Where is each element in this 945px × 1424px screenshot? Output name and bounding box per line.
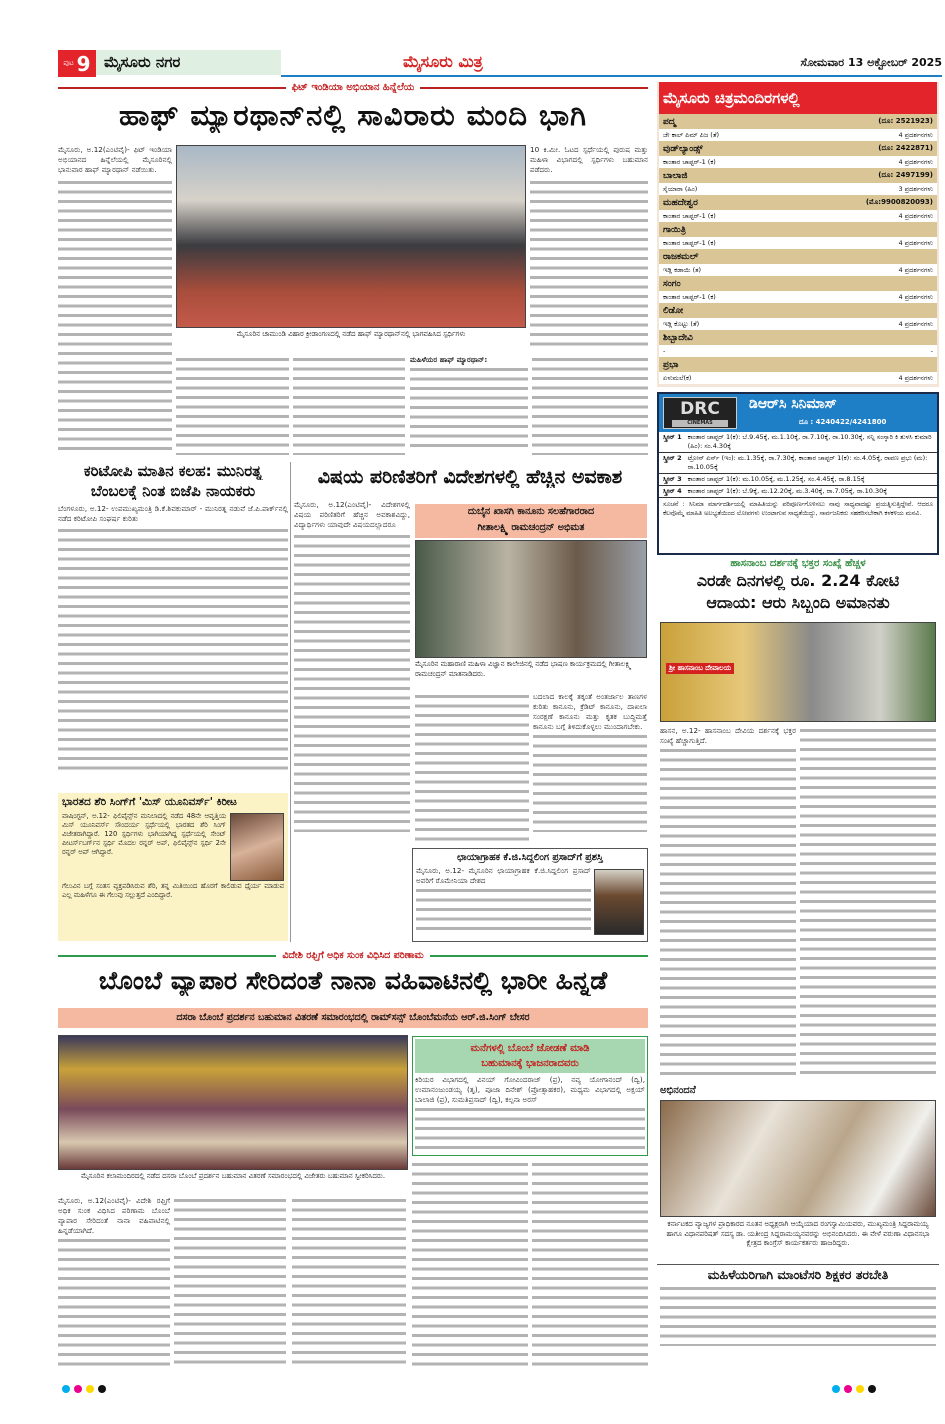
show-count: 3 ಪ್ರದರ್ಶನಗಳು: [898, 184, 933, 193]
lead-body-col5: [532, 355, 648, 455]
photographer-body: [416, 866, 591, 936]
marathon-photo: [176, 145, 526, 328]
toys-body-text: ಮೈಸೂರು, ಅ.12(ಎಂಟಿವೈ)- ವಿದೇಶಿ ರಫ್ತಿಗೆ ಅಧಿಕ ಸುಂಕ ವಿಧಿಸಿದ ಪರಿಣಾಮ ಬೊಂಬೆ ವ್ಯಾಪಾರ ಸೇರಿದಂತೆ ನಾನಾ ವಹಿವಾಟಿನಲ್ಲಿ ಹಿನ್ನಡೆಯಾಗಿದೆ.: [58, 1196, 170, 1235]
cinema-film-row: [659, 156, 937, 168]
lead-kicker-text: ಫಿಟ್ ಇಂಡಿಯಾ ಅಭಿಯಾನ ಹಿನ್ನೆಲೆಯ: [291, 82, 415, 93]
column-divider: [290, 462, 291, 942]
vishaya-body2-text: ಬದಲಾದ ಕಾಲಕ್ಕೆ ತಕ್ಕಂತೆ ಅಂತರ್ಜಾಲ ತಾಣಗಳ ಕುರಿತು ಕಾನೂನು, ಕ್ರೆಡಿಟ್ ಕಾನೂನು, ದಾಖಲಾ ಸಂರಕ್ಷಣೆ ಕಾನೂನು ಮತ್ತು ಕೃತಕ ಬುದ್ಧಿಮತ್ತೆ ಕಾನೂನು ಬಗ್ಗೆ ತಿಳಿದುಕೊಳ್ಳಲು ಮುಂದಾಗಬೇಕು.: [533, 692, 647, 731]
drc-screen-row: [659, 474, 937, 486]
miss-universe-headline: ಭಾರತದ ಶೆರಿ ಸಿಂಗ್‌ಗೆ 'ಮಿಸ್ ಯೂನಿವರ್ಸ್' ಕಿರೀಟ: [62, 796, 237, 808]
toys-kicker-text: ವಿದೇಶಿ ರಫ್ತಿಗೆ ಅಧಿಕ ಸುಂಕ ವಿಧಿಸಿದ ಪರಿಣಾಮ: [282, 950, 424, 961]
vishaya-body-col3: [533, 692, 647, 845]
hasanamba-body-col2: [800, 726, 936, 1078]
toys-body-col3: [292, 1196, 406, 1366]
page-number: 9: [76, 51, 91, 76]
toys-caption: ಮೈಸೂರಿನ ಕಲಾಮಂದಿರದಲ್ಲಿ ನಡೆದ ದಸರಾ ಬೊಂಬೆ ಪ್ರದರ್ಶನ ಬಹುಮಾನ ವಿತರಣೆ ಸಮಾರಂಭದಲ್ಲಿ ವಿಜೇತರು ಬಹುಮಾನ ಸ್ವೀಕರಿಸಿದರು.: [80, 1172, 386, 1180]
cinema-name: ಶಿಬ್ಬಾದೇವಿ: [663, 332, 693, 343]
marathon-caption: ಮೈಸೂರಿನ ಚಾಮುಂಡಿ ವಿಹಾರ ಕ್ರೀಡಾಂಗಣದಲ್ಲಿ ನಡೆದ ಹಾಫ್ ಮ್ಯಾರಥಾನ್‌ನಲ್ಲಿ ಭಾಗವಹಿಸಿದ ಸ್ಪರ್ಧಿಗಳು: [236, 330, 466, 338]
cinema-name-row: [659, 330, 937, 345]
registration-marks-left: [60, 1378, 108, 1397]
montessori-headline: ಮಹಿಳೆಯರಿಗಾಗಿ ಮಾಂಟೆಸರಿ ಶಿಕ್ಷಕರ ತರಬೇತಿ: [657, 1264, 939, 1283]
film-title: ಇಡ್ಲಿ ಕೊಟ್ಟು (ತೆ): [663, 319, 700, 328]
cinema-name: ಮಹದೇಶ್ವರ: [663, 197, 698, 208]
cinema-film-row: [659, 237, 937, 249]
film-title: ಕಾಂತಾರ ಚಾಪ್ಟರ್-1 (ಕ): [663, 238, 716, 247]
film-title: ಕಾಂತಾರ ಚಾಪ್ಟರ್-1 (ಕ): [663, 157, 716, 166]
film-title: ಏಳುಮಲೆ(ಕ): [663, 373, 692, 382]
show-count: 4 ಪ್ರದರ್ಶನಗಳು: [898, 373, 933, 382]
toys-winners-title: [415, 1039, 645, 1073]
film-title: ಕಾಂತಾರ ಚಾಪ್ಟರ್-1 (ಕ): [663, 211, 716, 220]
screen-label: ಸ್ಕ್ರೀನ್ 4: [663, 487, 682, 495]
masthead: ಮೈಸೂರು ಮಿತ್ರ: [403, 52, 483, 71]
drc-logo-text: DRC: [680, 399, 720, 419]
toys-headline: ಬೊಂಬೆ ವ್ಯಾಪಾರ ಸೇರಿದಂತೆ ನಾನಾ ವಹಿವಾಟಿನಲ್ಲಿ ಭಾರೀ ಹಿನ್ನಡೆ: [98, 966, 608, 995]
lead-body-col1: [58, 145, 172, 457]
karitopi-headline-2: ಬೆಂಬಲಕ್ಕೆ ನಿಂತ ಬಿಜೆಪಿ ನಾಯಕರು: [90, 482, 256, 500]
drc-title: ಡಿಆರ್‌ಸಿ ಸಿನಿಮಾಸ್: [749, 396, 837, 412]
cinema-phone: (ದೂ: 2521923): [878, 117, 933, 125]
toys-body-col4: [412, 1160, 528, 1366]
page-label: ಪುಟ: [63, 59, 74, 67]
toys-subhead: ದಸರಾ ಬೊಂಬೆ ಪ್ರದರ್ಶನ ಬಹುಮಾನ ವಿತರಣೆ ಸಮಾರಂಭದಲ್ಲಿ ರಾಮ್‌ಸನ್ಸ್ ಬೊಂಬೆಮನೆಯ ಆರ್.ಜಿ.ಸಿಂಗ್ ಬೇಸರ: [58, 1008, 648, 1028]
photographer-box: [412, 848, 648, 942]
vishaya-body-col1: [294, 500, 410, 845]
cinema-name: ವುಡ್‌ಲ್ಯಾಂಡ್ಸ್: [663, 143, 703, 154]
toys-body-col2: [174, 1196, 286, 1366]
lead-kicker: [58, 82, 648, 93]
drc-screen-row: [659, 453, 937, 474]
drc-screen-row: [659, 432, 937, 453]
lead-body-col3: [293, 355, 405, 455]
cinema-film-row: [659, 264, 937, 276]
cinema-phone: (ಮೊ:9900820093): [865, 198, 933, 206]
photographer-headline: ಛಾಯಾಗ್ರಾಹಕ ಕೆ.ಜಿ.ಸಿದ್ದಲಿಂಗ ಪ್ರಸಾದ್‌ಗೆ ಪ್ರಶಸ್ತಿ: [457, 852, 603, 863]
vishaya-subhead-2: ಗೀತಾಲಕ್ಷ್ಮಿ ರಾಮಚಂದ್ರನ್ ಅಭಿಮತ: [477, 522, 585, 533]
lead-body-text: ಮೈಸೂರು, ಅ.12(ಎಂಟಿವೈ)- ಫಿಟ್ ಇಂಡಿಯಾ ಅಭಿಯಾನದ ಹಿನ್ನೆಲೆಯಲ್ಲಿ ಮೈಸೂರಿನಲ್ಲಿ ಭಾನುವಾರ ಹಾಫ್ ಮ್ಯಾರಥಾನ್ ನಡೆಯಿತು.: [58, 145, 172, 174]
cinema-name-row: [659, 249, 937, 264]
section-title: ಮೈಸೂರು ನಗರ: [96, 50, 281, 75]
lead-subhead: ಮಹಿಳೆಯರ ಹಾಫ್ ಮ್ಯಾರಥಾನ್:: [410, 355, 488, 364]
cinema-film-row: [659, 129, 937, 141]
cinema-name: ರಾಜಕಮಲ್: [663, 251, 699, 262]
cinema-listing: [657, 82, 939, 387]
toys-body-col5: [532, 1160, 648, 1366]
show-count: 4 ಪ್ರದರ್ಶನಗಳು: [898, 265, 933, 274]
screen-label: ಸ್ಕ್ರೀನ್ 2: [663, 454, 682, 462]
lead-body-col2: [176, 355, 289, 455]
cinema-name-row: [659, 357, 937, 372]
cinema-name: ಸಂಗಂ: [663, 278, 681, 289]
cinema-film-row: [659, 210, 937, 222]
toys-winners-text: ಕಿರಿಯರ ವಿಭಾಗದಲ್ಲಿ ವಿನಯ್ ಗೋವಿಂದರಾಜ್ (ಪ್ರ), ನವ್ಯ ಯೋಗಾನಂದ್ (ದ್ವಿ), ಉಮಾನಂಜುಂಡಯ್ಯ (ತೃ), ಪೂಜಾ ದಿನೇಶ್ (ಪ್ರೋತ್ಸಾಹಕರ), ಮಧ್ಯಮ ವಿಭಾಗದಲ್ಲಿ ಅಕ್ಷಯ್ ಬಾಲಾಜಿ (ಪ್ರ), ಸುಮತಿಪ್ರಸಾದ್ (ದ್ವಿ), ಕಲ್ಪನಾ ಅರಸ್: [415, 1075, 645, 1104]
drc-header: [659, 394, 937, 432]
hasanamba-kicker: ಹಾಸನಾಂಬ ದರ್ಶನಕ್ಕೆ ಭಕ್ತರ ಸಂಖ್ಯೆ ಹೆಚ್ಚಳ: [730, 558, 866, 569]
film-title: ಇಡ್ಲಿ ಕಡಾಯಿ (ತ): [663, 265, 702, 274]
toys-body-col1: [58, 1196, 170, 1366]
toys-kicker: [58, 950, 648, 961]
toys-winners-title-1: ಮನೆಗಳಲ್ಲಿ ಬೊಂಬೆ ಜೋಡಣೆ ಮಾಡಿ: [470, 1043, 590, 1054]
drc-phone: ದೂ : 4240422/4241800: [799, 418, 887, 426]
drc-schedule: [659, 432, 937, 498]
vishaya-headline: ವಿಷಯ ಪರಿಣಿತರಿಗೆ ವಿದೇಶಗಳಲ್ಲಿ ಹೆಚ್ಚಿನ ಅವಕಾಶ: [317, 466, 623, 488]
drc-logo-sub: CINEMAS: [672, 420, 728, 427]
film-title: ಸೈಯಾರಾ (ಹಿಂ): [663, 184, 698, 193]
vishaya-subhead-1: ದುಬೈನ ಖಾಸಗಿ ಕಾನೂನು ಸಲಹೆಗಾರರಾದ: [467, 506, 595, 517]
cinema-name-row: [659, 141, 937, 156]
hasanamba-headline-1: ಎರಡೇ ದಿನಗಳಲ್ಲಿ ರೂ. 2.24 ಕೋಟಿ: [696, 571, 900, 590]
photographer-body-text: ಮೈಸೂರು, ಅ.12- ಮೈಸೂರಿನ ಛಾಯಾಗ್ರಾಹಕ ಕೆ.ಜಿ.ಸಿದ್ದಲಿಂಗ ಪ್ರಸಾದ್ ಅವರಿಗೆ ರೊಮೇನಿಯಾ ದೇಶದ: [416, 866, 591, 885]
show-count: 4 ಪ್ರದರ್ಶನಗಳು: [898, 292, 933, 301]
screen-schedule: ಕಾಂತಾರ ಚಾಪ್ಟರ್ 1(ಕ): ಮ.10.05ಕ್ಕೆ, ಮ.1.25ಕ್ಕೆ, ಸಂ.4.45ಕ್ಕೆ, ರಾ.8.15ಕ್ಕೆ: [687, 475, 865, 483]
temple-sign: ಶ್ರೀ ಹಾಸನಾಂಬ ದೇವಾಲಯ: [666, 663, 734, 674]
vishaya-caption: ಮೈಸೂರಿನ ಮಹಾರಾಣಿ ಮಹಿಳಾ ವಿಜ್ಞಾನ ಕಾಲೇಜಿನಲ್ಲಿ ನಡೆದ ಭಾಷಣ ಕಾರ್ಯಕ್ರಮದಲ್ಲಿ ಗೀತಾಲಕ್ಷ್ಮಿ ರಾಮಚಂದ್ರನ್ ಮಾತನಾಡಿದರು.: [415, 660, 632, 678]
toys-winners-body: [415, 1075, 645, 1155]
screen-label: ಸ್ಕ್ರೀನ್ 1: [663, 433, 682, 441]
cinema-phone: (ದೂ: 2422871): [878, 144, 933, 152]
show-count: 4 ಪ್ರದರ್ಶನಗಳು: [898, 157, 933, 166]
toys-award-photo: [58, 1035, 408, 1170]
cinema-film-row: [659, 291, 937, 303]
hasanamba-body-col1: [660, 726, 796, 1078]
show-count: -: [930, 347, 933, 355]
screen-schedule: ಟ್ರೋನ್ ಏರ್ಸ್ (ಇಂ): ಮ.1.35ಕ್ಕೆ, ರಾ.7.30ಕ್ಕೆ, ಕಾಂತಾರ ಚಾಪ್ಟರ್ 1(ಕ): ಸಂ.4.05ಕ್ಕೆ, ರಾವಣ ಪ್ರಭು (ಮ): ರಾ.10.05ಕ್ಕೆ: [687, 454, 928, 471]
photographer-portrait: [594, 869, 644, 935]
registration-marks-right: [830, 1378, 878, 1397]
vishaya-body-col2: [415, 692, 529, 845]
karitopi-headline-1: ಕರಿಟೋಪಿ ಮಾತಿನ ಕಲಹ: ಮುನಿರತ್ನ: [83, 462, 263, 480]
cinema-name: ಲಿಡೋ: [663, 305, 684, 316]
hasanamba-headline-2: ಆದಾಯ: ಆರು ಸಿಬ್ಬಂದಿ ಅಮಾನತು: [706, 593, 890, 612]
lead-body2-text: 10 ಕಿ.ಮೀ. ಓಟದ ಸ್ಪರ್ಧೆಯಲ್ಲಿ ಪುರುಷ ಮತ್ತು ಮಹಿಳಾ ವಿಭಾಗದಲ್ಲಿ ಸ್ಪರ್ಧಿಗಳು ಬಹುಮಾನ ಪಡೆದರು.: [530, 145, 648, 174]
miss-universe-body: ವಾಷಿಂಗ್ಟನ್, ಅ.12- ಫಿಲಿಪೈನ್ಸ್‌ನ ಮನಿಲಾದಲ್ಲಿ ನಡೆದ 48ನೇ ಆವೃತ್ತಿಯ ಮಿಸ್ ಯೂನಿವರ್ಸ್ ಸೌಂದರ್ಯ ಸ್ಪರ್ಧೆಯಲ್ಲಿ ಭಾರತದ ಶೆರಿ ಸಿಂಗ್ ವಿಜೇತರಾಗಿದ್ದಾರೆ. 120 ಸ್ಪರ್ಧಿಗಳು ಭಾಗಿಯಾಗಿದ್ದ ಸ್ಪರ್ಧೆಯಲ್ಲಿ ಸೇಂಟ್ ಪೀಟರ್ಸ್‌ಬರ್ಗ್‌ನ ಸ್ಪರ್ಧಿ ಮೊದಲ ರನ್ನರ್ ಅಪ್, ಫಿಲಿಪೈನ್ಸ್‌ನ ಸ್ಪರ್ಧಿ 2ನೇ ರನ್ನರ್ ಅಪ್ ಆಗಿದ್ದಾರೆ.: [62, 812, 226, 856]
cinema-name: ಪದ್ಮ: [663, 116, 676, 127]
cinema-name-row: [659, 222, 937, 237]
screen-schedule: ಕಾಂತಾರ ಚಾಪ್ಟರ್ 1(ಕ): ಬೆ.9.45ಕ್ಕೆ, ಮ.1.10ಕ್ಕೆ, ರಾ.7.10ಕ್ಕೆ, ರಾ.10.30ಕ್ಕೆ, ಸನ್ನಿ ಸಂಸ್ಕಾರಿ ಕಿ ತುಳಸಿ ಕುಮಾರಿ (ಹಿಂ): ಸಂ.4.30ಕ್ಕೆ: [687, 433, 932, 450]
page-number-box: [58, 50, 96, 77]
hasanamba-body-text: ಹಾಸನ, ಅ.12- ಹಾಸನಾಂಬ ದೇವಿಯ ದರ್ಶನಕ್ಕೆ ಭಕ್ತರ ಸಂಖ್ಯೆ ಹೆಚ್ಚಾಗುತ್ತಿದೆ.: [660, 726, 796, 745]
karitopi-body-text: ಬೆಂಗಳೂರು, ಅ.12- ಉಪಮುಖ್ಯಮಂತ್ರಿ ಡಿ.ಕೆ.ಶಿವಕುಮಾರ್ - ಮುನಿರತ್ನ ನಡುವೆ ಜೆ.ಪಿ.ಪಾರ್ಕ್‌ನಲ್ಲಿ ನಡೆದ ಕರಿಟೋಪಿ ಸಂಘರ್ಷ ಕುರಿತು: [58, 504, 288, 523]
cinema-film-row: [659, 318, 937, 330]
drc-screen-row: [659, 486, 937, 498]
abhinandane-caption: ಕರ್ನಾಟಕದ ವ್ಯಾಜ್ಯಗಳ ಪ್ರಾಧಿಕಾರದ ನೂತನ ಅಧ್ಯಕ್ಷರಾಗಿ ಆಯ್ಕೆಯಾದ ರಂಗಸ್ವಾಮಿಯವರು, ಮುಖ್ಯಮಂತ್ರಿ ಸಿದ್ದರಾಮಯ್ಯ ಹಾಗೂ ವಿಧಾನಪರಿಷತ್ ಸದಸ್ಯ ಡಾ. ಯತೀಂದ್ರ ಸಿದ್ದರಾಮಯ್ಯನವರನ್ನು ಅಭಿನಂದಿಸಿದರು. ಈ ವೇಳೆ ವರುಣಾ ವಿಧಾನಸಭಾ ಕ್ಷೇತ್ರದ ಕಾಂಗ್ರೆಸ್ ಕಾರ್ಯಕರ್ತರು ಹಾಜರಿದ್ದರು.: [666, 1220, 930, 1247]
cinema-name-row: [659, 114, 937, 129]
drc-box: [657, 392, 939, 555]
film-title: -: [663, 347, 666, 355]
vishaya-body-text: ಮೈಸೂರು, ಅ.12(ಎಂಟಿವೈ)- ವಿದೇಶಗಳಲ್ಲಿ ವಿಷಯ ಪರಿಣಿತರಿಗೆ ಹೆಚ್ಚಿನ ಅವಕಾಶವಿದ್ದು, ವಿದ್ಯಾರ್ಥಿಗಳು ಯಾವುದೇ ವಿಷಯದಲ್ಲಾದರೂ: [294, 500, 410, 529]
lead-headline: ಹಾಫ್ ಮ್ಯಾರಥಾನ್‌ನಲ್ಲಿ ಸಾವಿರಾರು ಮಂದಿ ಭಾಗಿ: [119, 98, 587, 132]
show-count: 4 ಪ್ರದರ್ಶನಗಳು: [898, 319, 933, 328]
cinema-name: ಗಾಯಿತ್ರಿ: [663, 224, 686, 235]
vishaya-photo: [415, 540, 647, 658]
miss-universe-body2: ಗೆಲುವಿನ ಬಗ್ಗೆ ಸಂತಸ ವ್ಯಕ್ತಪಡಿಸಿರುವ ಶೆರಿ, ತನ್ನ ಮಿತಿಯಿಂದ ಹೊರಗೆ ಕಾಲಿಡುವ ಧೈರ್ಯ ಮಾಡುವ ಎಲ್ಲ ಮಹಿಳೆಗೂ ಈ ಗೆಲುವು ಸಲ್ಲುತ್ತದೆ ಎಂದಿದ್ದಾರೆ.: [62, 882, 284, 899]
abhinandane-photo: [660, 1100, 936, 1217]
cinema-name: ಬಾಲಾಜಿ: [663, 170, 688, 181]
cinema-name-row: [659, 303, 937, 318]
hasanamba-photo: [660, 622, 936, 722]
screen-schedule: ಕಾಂತಾರ ಚಾಪ್ಟರ್ 1(ಕ): ಬೆ.9ಕ್ಕೆ, ಮ.12.20ಕ್ಕೆ, ಮ.3.40ಕ್ಕೆ, ರಾ.7.05ಕ್ಕೆ, ರಾ.10.30ಕ್ಕೆ: [687, 487, 888, 495]
cinema-film-row: [659, 183, 937, 195]
cinema-film-row: [659, 345, 937, 357]
cinema-name-row: [659, 168, 937, 183]
toys-winners-title-2: ಬಹುಮಾನಕ್ಕೆ ಭಾಜನರಾದವರು: [481, 1058, 579, 1069]
screen-label: ಸ್ಕ್ರೀನ್ 3: [663, 475, 682, 483]
cinema-name-row: [659, 195, 937, 210]
cinema-name-row: [659, 276, 937, 291]
cinema-name: ಪ್ರಭಾ: [663, 359, 679, 370]
lead-body-col4: [530, 145, 648, 350]
show-count: 4 ಪ್ರದರ್ಶನಗಳು: [898, 238, 933, 247]
header-rule: [281, 75, 942, 77]
show-count: 4 ಪ್ರದರ್ಶನಗಳು: [898, 211, 933, 220]
lead-body-col4b: [410, 355, 528, 455]
abhinandane-title: ಅಭಿನಂದನೆ: [660, 1085, 696, 1096]
drc-note: ಸೂಚನೆ : ಸಿನಿಮಾ ಮಾರ್ಗದರ್ಶಿಯಲ್ಲಿ ಮಾಹಿತಿಯನ್ನು ಪರಿಪೂರ್ಣಗೊಳಿಸಲು ನಾವು ಸಾಧ್ಯವಾದಷ್ಟು ಪ್ರಯತ್ನಿಸುತ್ತಿದ್ದೇವೆ. ಆದರೂ ಕೆಲವೊಮ್ಮೆ ಮಾಹಿತಿ ಅಲಭ್ಯತೆಯಿಂದ ಲೋಪಗಳು ಉಂಟಾಗುವ ಸಾಧ್ಯತೆಯಿದ್ದು, ಸಾರ್ವಜನಿಕರು ಸಹಕರಿಸಬೇಕಾಗಿ ಕಳಕಳಿಯ ಮನವಿ.: [663, 501, 933, 517]
miss-universe-photo: [230, 813, 284, 881]
film-title: ಕಾಂತಾರ ಚಾಪ್ಟರ್-1 (ಕ): [663, 292, 716, 301]
hasanamba-story: [657, 558, 939, 613]
karitopi-body: [58, 504, 288, 774]
toys-winners-box: [412, 1036, 648, 1156]
vishaya-subhead-box: [415, 504, 647, 538]
film-title: ಜೇ ಕಾಲ್ ಪಿಮ್ ಪಿಜ (ತೆ): [663, 130, 720, 139]
page-header: [58, 50, 942, 77]
cinema-rows: [659, 114, 937, 384]
cinema-film-row: [659, 372, 937, 384]
cinema-listing-title: ಮೈಸೂರು ಚಿತ್ರಮಂದಿರಗಳಲ್ಲಿ: [659, 82, 937, 114]
montessori-body: [660, 1284, 936, 1346]
karitopi-story: [58, 462, 288, 782]
cinema-phone: (ದೂ: 2497199): [878, 171, 933, 179]
miss-universe-box: [58, 793, 288, 941]
date: ಸೋಮವಾರ 13 ಅಕ್ಟೋಬರ್ 2025: [800, 56, 942, 69]
drc-logo: [663, 397, 737, 429]
show-count: 4 ಪ್ರದರ್ಶನಗಳು: [898, 130, 933, 139]
